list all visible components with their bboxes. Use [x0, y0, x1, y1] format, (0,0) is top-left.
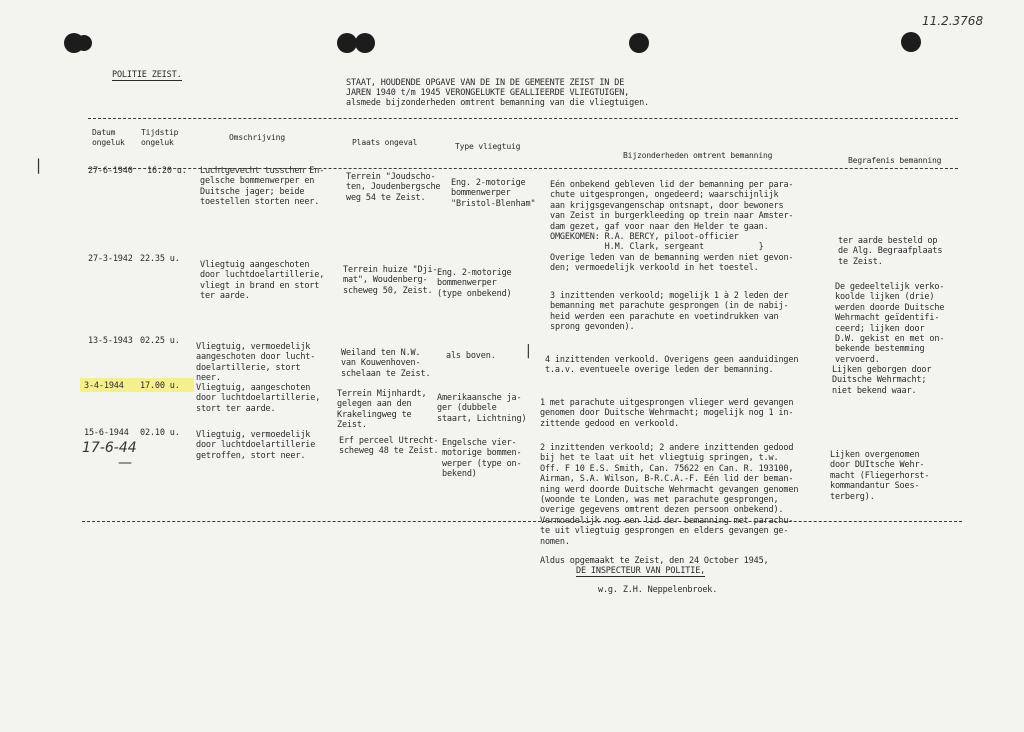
- row-5-tijd: 02.10 u.: [140, 428, 180, 438]
- department-title: POLITIE ZEIST.: [112, 70, 182, 80]
- punch-hole: [76, 35, 92, 51]
- row-4-omschrijving: Vliegtuig, aangeschoten door luchtdoelartillerie, stort ter aarde.: [196, 383, 321, 414]
- footer-signature: w.g. Z.H. Neppelenbroek.: [598, 585, 718, 595]
- row-3-tijd: 02.25 u.: [140, 336, 180, 346]
- row-4-type: Amerikaansche ja- ger (dubbele staart, Lichtning): [437, 393, 527, 424]
- row-5-type: Engelsche vier- motorige bommen- werper (type on- bekend): [442, 438, 522, 480]
- handwritten-date-correction: 17-6-44: [82, 440, 137, 456]
- column-header-tijdstip: Tijdstip ongeluk: [141, 128, 179, 148]
- document-title-line-2: JAREN 1940 t/m 1945 VERONGELUKTE GEALLIEERDE VLIEGTUIGEN,: [346, 88, 630, 98]
- row-3-begrafenis: Lijken geborgen door Duitsche Wehrmacht; niet bekend waar.: [832, 365, 932, 396]
- column-header-plaats: Plaats ongeval: [352, 138, 418, 147]
- row-3-plaats: Weiland ten N.W. van Kouwenhoven- schelaan te Zeist.: [341, 348, 431, 379]
- row-1-plaats: Terrein "Joudscho- ten, Joudenbergsche weg 54 te Zeist.: [346, 172, 441, 203]
- row-5-plaats: Erf perceel Utrecht- scheweg 48 te Zeist.: [339, 436, 439, 457]
- row-1-bijzonderheden: Eén onbekend gebleven lid der bemanning per para- chute uitgesprongen, ongedeerd; waarschijnlijk aan krijgsgevangenschap ontsnapt, door bewoners van Zeist in burgerkleeding op trein naar Amster- dam gezet, gaf voor naar den Helder te gaan. OMGEKOMEN: R.A. BERCY, piloot-officier H.M. Clark, sergeant } Overige leden van de bemanning werden niet gevon- den; vermoedelijk verkoold in het toestel.: [550, 180, 794, 274]
- archive-number: 11.2.3768: [922, 14, 984, 28]
- row-2-begrafenis: De gedeeltelijk verko- koolde lijken (drie) werden doorde Duitsche Wehrmacht geïdentifi- ceerd; lijken door D.W. gekist en met on- bekende bestemming vervoerd.: [835, 282, 945, 365]
- column-header-type: Type vliegtuig: [455, 142, 521, 151]
- row-1-type: Eng. 2-motorige bommenwerper "Bristol-Blenham": [451, 178, 536, 209]
- row-2-tijd: 22.35 u.: [140, 254, 180, 264]
- row-1-datum: 27-6-1940: [88, 166, 133, 176]
- row-2-plaats: Terrein huize "Dji- mat", Woudenberg- scheweg 50, Zeist.: [343, 265, 438, 296]
- margin-mark: |: [526, 343, 531, 359]
- row-3-type: als boven.: [446, 351, 496, 361]
- row-5-omschrijving: Vliegtuig, vermoedelijk door luchtdoelartillerie getroffen, stort neer.: [196, 430, 316, 461]
- row-2-type: Eng. 2-motorige bommenwerper (type onbekend): [437, 268, 512, 299]
- document-title-line-1: STAAT, HOUDENDE OPGAVE VAN DE IN DE GEMEENTE ZEIST IN DE: [346, 78, 625, 88]
- row-3-omschrijving: Vliegtuig, vermoedelijk aangeschoten door lucht- doelartillerie, stort neer.: [196, 342, 316, 384]
- punch-hole: [355, 33, 375, 53]
- column-header-datum: Datum ongeluk: [92, 128, 125, 148]
- table-bottom-rule: [82, 521, 962, 522]
- header-rule: [88, 118, 958, 119]
- row-3-bijzonderheden: 4 inzittenden verkoold. Overigens geen aanduidingen t.a.v. eventueele overige leden der bemanning.: [545, 355, 799, 376]
- column-header-bijzonderheden: Bijzonderheden omtrent bemanning: [623, 151, 773, 160]
- row-5-begrafenis: Lijken overgenomen door DUItsche Wehr- macht (Fliegerhorst- kommandantur Soes- terberg).: [830, 450, 930, 502]
- row-4-bijzonderheden: 1 met parachute uitgesprongen vlieger werd gevangen genomen door Duitsche Wehrmacht; mogelijk nog 1 in- zittende gedood en verkoold.: [540, 398, 794, 429]
- row-2-omschrijving: Vliegtuig aangeschoten door luchtdoelartillerie, vliegt in brand en stort ter aarde.: [200, 260, 325, 302]
- punch-hole: [337, 33, 357, 53]
- row-1-tijd: 16.20 u.: [147, 166, 187, 176]
- row-5-datum: 15-6-1944: [84, 428, 129, 438]
- document-title-line-3: alsmede bijzonderheden omtrent bemanning van die vliegtuigen.: [346, 98, 650, 108]
- footer-place-date: Aldus opgemaakt te Zeist, den 24 October 1945,: [540, 556, 769, 566]
- column-header-omschrijving: Omschrijving: [229, 133, 285, 142]
- row-2-bijzonderheden: 3 inzittenden verkoold; mogelijk 1 à 2 leden der bemanning met parachute gesprongen (in de nabij- heid werden een parachute en voetindrukken van sprong gevonden).: [550, 291, 789, 333]
- row-3-datum: 13-5-1943: [88, 336, 133, 346]
- footer-signatory-title: DE INSPECTEUR VAN POLITIE,: [576, 566, 706, 576]
- row-4-datum: 3-4-1944: [84, 381, 124, 391]
- row-2-datum: 27-3-1942: [88, 254, 133, 264]
- punch-hole: [901, 32, 921, 52]
- row-4-tijd: 17.00 u.: [140, 381, 180, 391]
- row-5-bijzonderheden: 2 inzittenden verkoold; 2 andere inzittenden gedood bij het te laat uit het vliegtuig springen, t.w. Off. F 10 E.S. Smith, Can. 75622 en Can. R. 193100, Airman, S.A. Wilson, B-R.C.A.-F. Eén lid der beman- ning werd doorde Duitsche Wehrmacht gevangen genomen (woonde te Londen, was met parachute gesprongen, overige gegevens omtrent dezen persoon onbekend). Vermoedelijk nog een lid der bemanning met parachu- te uit vliegtuig gesprongen en elders gevangen ge- nomen.: [540, 443, 799, 547]
- margin-mark: |: [36, 156, 42, 174]
- row-1-begrafenis: ter aarde besteld op de Alg. Begraafplaats te Zeist.: [838, 236, 943, 267]
- row-1-omschrijving: Luchtgevecht tusschen En- gelsche bommenwerper en Duitsche jager; beide toestellen storten neer.: [200, 166, 325, 208]
- row-4-plaats: Terrein Mijnhardt, gelegen aan den Krakelingweg te Zeist.: [337, 389, 427, 431]
- handwritten-dash: —: [118, 455, 132, 471]
- punch-hole: [629, 33, 649, 53]
- column-header-begrafenis: Begrafenis bemanning: [848, 156, 942, 165]
